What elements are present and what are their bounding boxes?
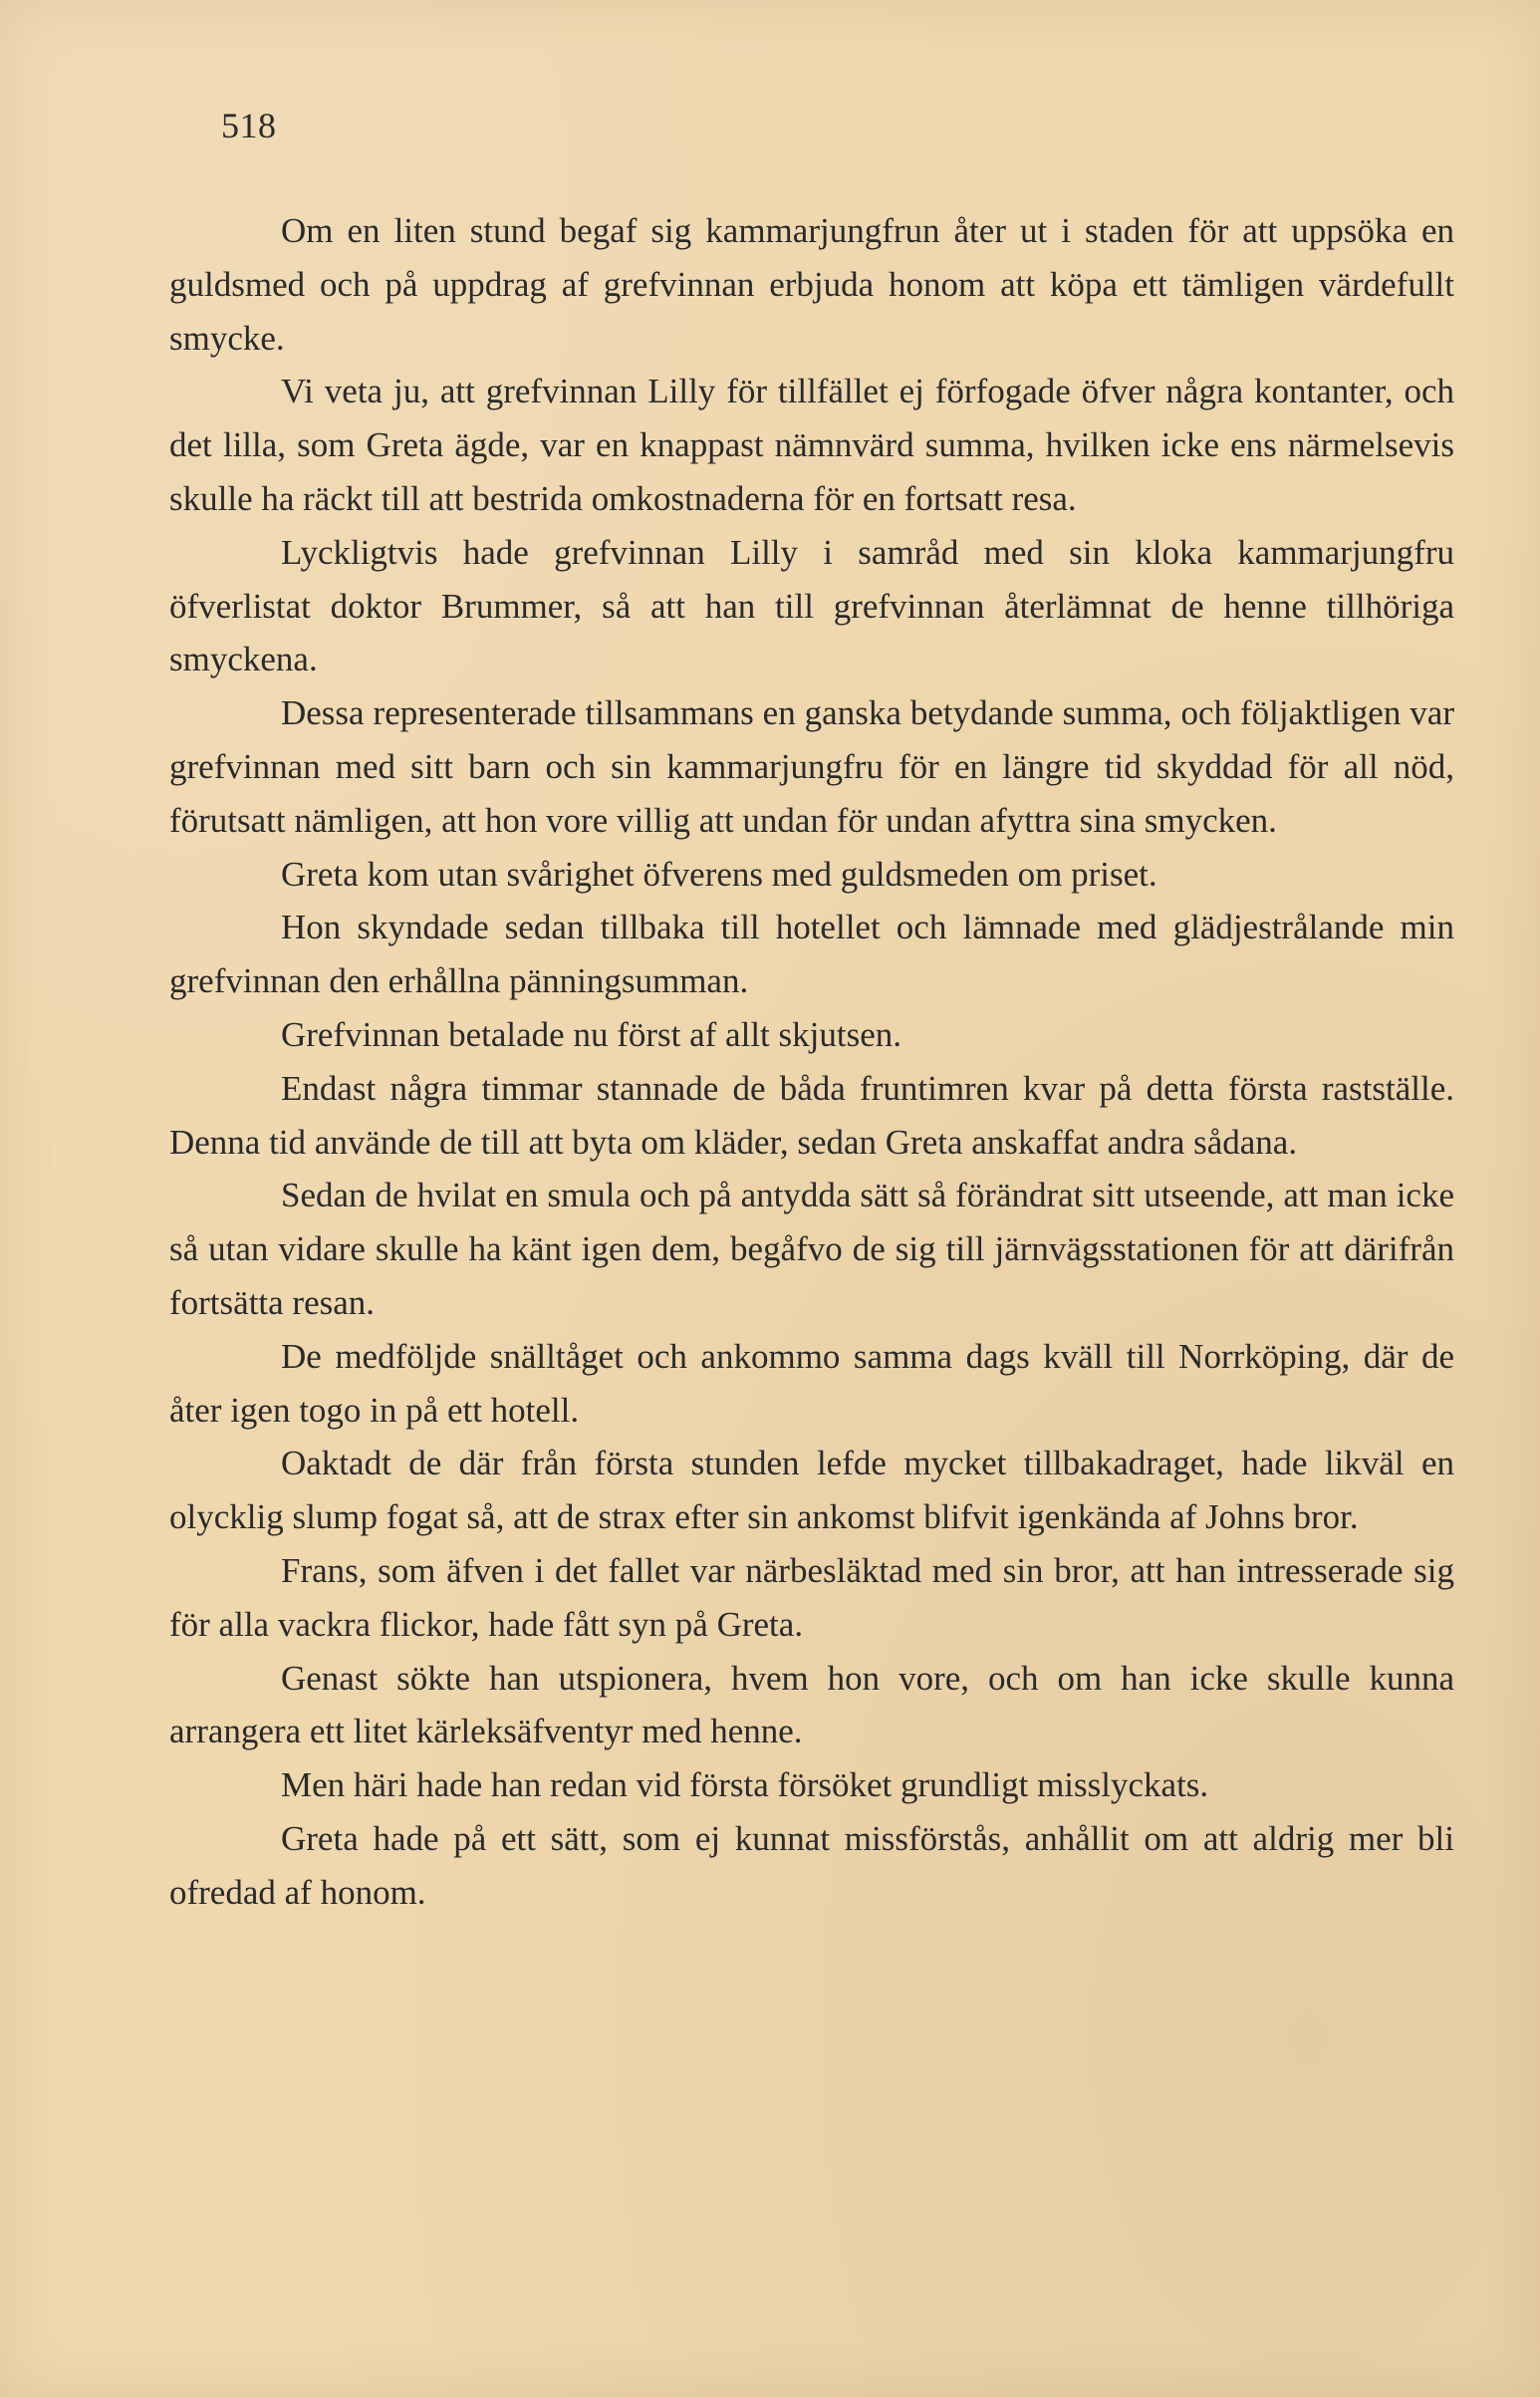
paragraph-1: Om en liten stund begaf sig kammarjungfrun åter ut i staden för att uppsöka en guldsmed och på uppdrag af grefvinnan erbjuda honom att köpa ett tämligen värdefullt smycke. <box>169 211 1454 358</box>
paragraph-14: Men häri hade han redan vid första försöket grundligt misslyckats. <box>281 1765 1209 1805</box>
paragraph-11: Oaktadt de där från första stunden lefde mycket tillbakadraget, hade likväl en olycklig slump fogat så, att de strax efter sin ankomst blifvit igenkända af Johns bror. <box>169 1444 1454 1537</box>
paragraph-10: De medföljde snälltåget och ankommo samma dags kväll till Norrköping, där de åter igen togo in på ett hotell. <box>169 1336 1454 1430</box>
page-number: 518 <box>221 106 277 145</box>
paragraph-8: Endast några timmar stannade de båda fruntimren kvar på detta första rastställe. Denna tid använde de till att byta om kläder, sedan Greta anskaffat andra sådana. <box>169 1068 1454 1162</box>
paragraph-4: Dessa representerade tillsammans en ganska betydande summa, och följaktligen var grefvinnan med sitt barn och sin kammarjungfru för en längre tid skyddad för all nöd, förutsatt nämligen, att hon vore villig att undan för undan afyttra sina smycken. <box>169 693 1454 840</box>
paragraph-2: Vi veta ju, att grefvinnan Lilly för tillfället ej förfogade öfver några kontanter, och det lilla, som Greta ägde, var en knappast nämnvärd summa, hvilken icke ens närmelsevis skulle ha räckt till att bestrida omkostnaderna för en fortsatt resa. <box>169 372 1454 518</box>
paragraph-7: Grefvinnan betalade nu först af allt skjutsen. <box>281 1014 901 1054</box>
paragraph-12: Frans, som äfven i det fallet var närbesläktad med sin bror, att han intresserade sig för alla vackra flickor, hade fått syn på Greta. <box>169 1550 1454 1644</box>
paragraph-5: Greta kom utan svårighet öfverens med guldsmeden om priset. <box>281 854 1157 894</box>
paragraph-6: Hon skyndade sedan tillbaka till hotellet och lämnade med glädjestrålande min grefvinnan den erhållna pänningsumman. <box>169 908 1454 1001</box>
body-text <box>169 204 1454 1920</box>
paragraph-9: Sedan de hvilat en smula och på antydda sätt så förändrat sitt utseende, att man icke så utan vidare skulle ha känt igen dem, begåfvo de sig till järnvägsstationen för att därifrån fortsätta resan. <box>169 1176 1454 1322</box>
paragraph-3: Lyckligtvis hade grefvinnan Lilly i samråd med sin kloka kammarjungfru öfverlistat doktor Brummer, så att han till grefvinnan återlämnat de henne tillhöriga smyckena. <box>169 532 1454 679</box>
paragraph-15: Greta hade på ett sätt, som ej kunnat missförstås, anhållit om att aldrig mer bli ofredad af honom. <box>169 1818 1454 1912</box>
paragraph-13: Genast sökte han utspionera, hvem hon vore, och om han icke skulle kunna arrangera ett litet kärleksäfventyr med henne. <box>169 1658 1454 1751</box>
